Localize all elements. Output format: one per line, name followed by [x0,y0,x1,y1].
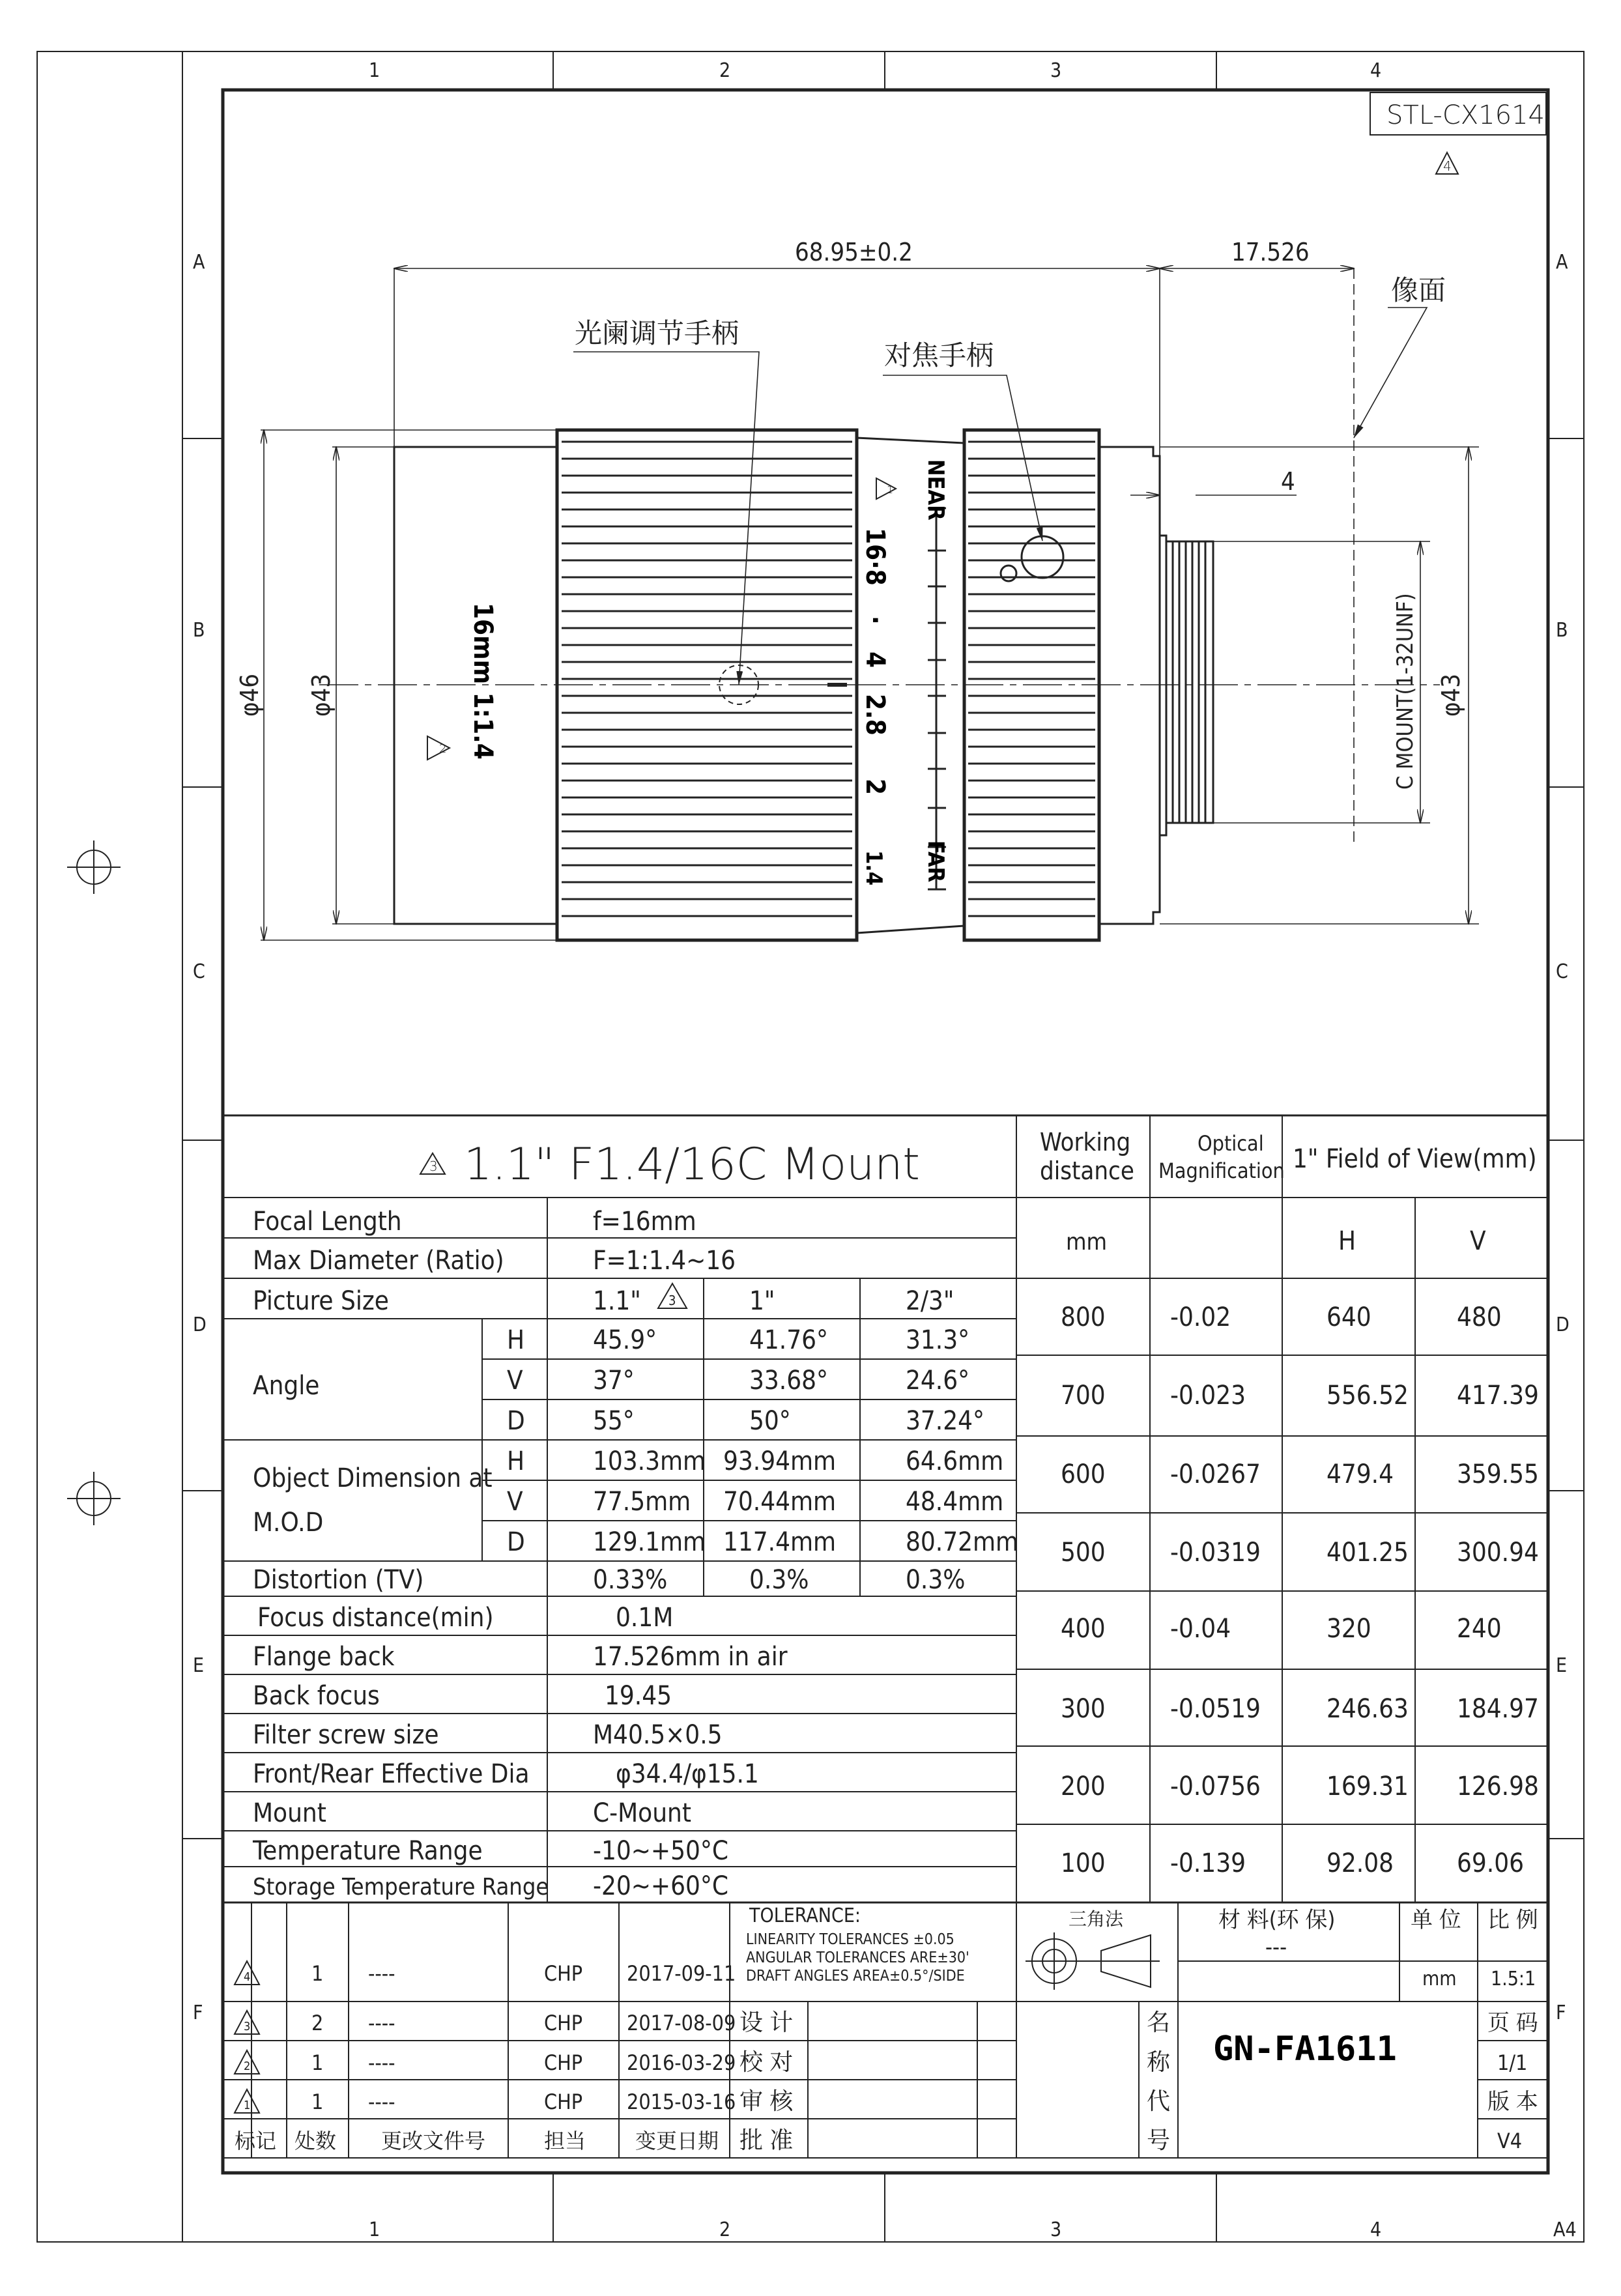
rev-qty: 1 [311,1961,324,1986]
fov-cell-v: 184.97 [1457,1694,1539,1724]
spec-value: φ34.4/φ15.1 [616,1759,759,1789]
spec-label: Max Diameter (Ratio) [253,1246,504,1276]
rev-mark: 3 [244,2020,251,2033]
near-label: NEAR [923,459,949,521]
col-label: 2 [719,59,731,82]
spec-key: H [507,1446,525,1476]
spec-value: 0.1M [616,1603,674,1633]
rev-who: CHP [544,2011,583,2035]
fov-cell-wd: 400 [1061,1614,1106,1644]
fov-header-mag: Magnification [1158,1158,1285,1183]
dimension-lines [261,268,1479,940]
col-label: 2 [719,2218,731,2241]
fov-cell-h: 246.63 [1327,1694,1409,1724]
version-label: 版 本 [1487,2089,1538,2115]
spec-value: f=16mm [593,1207,696,1237]
fov-cell-v: 359.55 [1457,1459,1539,1489]
row-label: E [1556,1654,1568,1677]
review-label: 审 核 [739,2088,794,2115]
lens-model-marking: 16mm 1:1.4 [468,603,498,760]
spec-value: 129.1mm [593,1527,706,1557]
footer-who: 担当 [544,2129,586,2153]
fov-table [1040,1128,1537,1256]
spec-value: 31.3° [906,1325,970,1355]
focus-handle-label: 对焦手柄 [884,339,994,371]
check-label: 校 对 [739,2049,794,2076]
rev-date: 2016-03-29 [627,2050,736,2075]
fov-cell-mag: -0.023 [1170,1381,1246,1411]
spec-value: 45.9° [593,1325,657,1355]
spec-value: 0.3% [749,1565,809,1595]
c-mount-label: C MOUNT(1-32UNF) [1392,593,1418,790]
fov-unit: mm [1066,1229,1108,1256]
aperture-scale: 4 [860,652,890,668]
col-label: 4 [1370,59,1382,82]
col-label: 1 [369,59,380,82]
dim-back-focus: 17.526 [1231,238,1310,266]
tolerance-title: TOLERANCE: [749,1904,861,1927]
fov-header-mag: Optical [1198,1131,1264,1156]
row-label: F [193,2002,203,2024]
spec-label: Flange back [253,1642,395,1672]
aperture-scale: · [860,616,890,625]
row-label: D [193,1313,207,1336]
lens-ring-ribs [562,442,1095,916]
spec-label: Focus distance(min) [257,1603,494,1633]
scale-value: 1.5:1 [1491,1968,1536,1990]
footer-qty: 处数 [294,2129,337,2153]
spec-value: 33.68° [749,1366,828,1396]
name-label: 称 [1147,2049,1171,2076]
code-label: 代 [1147,2088,1171,2115]
fov-cell-mag: -0.0319 [1170,1538,1261,1568]
fov-cell-wd: 300 [1061,1694,1106,1724]
dim-diameter-43-front: φ43 [307,673,336,717]
part-name: GN-FA1611 [1213,2030,1397,2069]
footer-mark: 标记 [235,2129,277,2153]
fov-cell-h: 92.08 [1327,1848,1394,1878]
spec-title-rev: 3 [429,1158,438,1174]
spec-value: 41.76° [749,1325,828,1355]
spec-value: C-Mount [593,1798,691,1828]
fov-cell-h: 556.52 [1327,1381,1409,1411]
centering-marks [67,840,121,1525]
far-label: FAR [923,840,949,883]
spec-value: 117.4mm [723,1527,837,1557]
row-label: B [193,619,205,642]
fov-cell-h: 640 [1327,1302,1371,1332]
page-label: 页 码 [1487,2010,1538,2036]
rev-qty: 1 [311,2089,324,2114]
spec-table [252,1207,1018,1901]
spec-label: Filter screw size [253,1720,439,1750]
spec-value: 1" [749,1286,775,1316]
unit-label: 单 位 [1411,1907,1461,1933]
row-label: D [1556,1313,1570,1336]
fov-cell-mag: -0.04 [1170,1614,1231,1644]
fov-cell-mag: -0.02 [1170,1302,1231,1332]
rev-date: 2015-03-16 [627,2089,736,2114]
fov-cell-wd: 100 [1061,1848,1106,1878]
rev-who: CHP [544,1961,583,1986]
row-label: A [193,251,205,274]
revision-rows [235,1961,736,2114]
spec-value: 64.6mm [906,1446,1004,1476]
spec-value: 80.72mm [906,1527,1019,1557]
spec-value: 48.4mm [906,1487,1004,1517]
fov-cell-v: 480 [1457,1302,1502,1332]
spec-value: F=1:1.4~16 [593,1246,736,1276]
version-value: V4 [1497,2129,1522,2153]
spec-value: 55° [593,1406,635,1436]
tolerance-line: ANGULAR TOLERANCES ARE±30' [746,1949,969,1966]
spec-key: D [507,1406,525,1436]
spec-value: 77.5mm [593,1487,691,1517]
fov-header-wd: distance [1040,1156,1134,1185]
spec-label: Mount [253,1798,326,1828]
fov-cell-wd: 600 [1061,1459,1106,1489]
spec-label: Picture Size [253,1286,389,1316]
spec-value: -10~+50°C [593,1836,728,1866]
spec-value: 24.6° [906,1366,970,1396]
spec-title-text: 1.1" F1.4/16C Mount [464,1139,920,1190]
title-block [235,1904,1538,2154]
spec-label: M.O.D [253,1508,324,1538]
material-value: --- [1265,1934,1287,1960]
third-angle-projection-icon [1026,1932,1160,1990]
spec-key: V [507,1366,523,1396]
rev-mark: 2 [244,2059,251,2073]
design-label: 设 计 [739,2009,794,2036]
rev-qty: 1 [311,2050,324,2075]
spec-value: 17.526mm in air [593,1642,788,1672]
spec-label: Object Dimension at [253,1463,493,1493]
focus-rev: 1 [887,483,894,496]
footer-doc: 更改文件号 [381,2129,486,2153]
rev-qty: 2 [311,2011,324,2035]
col-label: 3 [1050,2218,1062,2241]
spec-value: 1.1" [593,1286,641,1316]
lens-marking-rev: 2 [439,742,447,756]
fov-cell-h: 169.31 [1327,1772,1409,1801]
fov-col-v: V [1470,1226,1486,1256]
fov-cell-v: 69.06 [1457,1848,1524,1878]
spec-value: 0.3% [906,1565,966,1595]
row-label: B [1556,619,1568,642]
spec-value: M40.5×0.5 [593,1720,723,1750]
spec-label: Focal Length [253,1207,402,1237]
row-label: C [1556,960,1568,983]
spec-value: 19.45 [605,1681,672,1711]
rev-mark: 1 [244,2099,251,2112]
fov-cell-wd: 200 [1061,1772,1106,1801]
unit-value: mm [1422,1968,1457,1990]
dimension-texts [235,238,1465,790]
row-label: A [1556,251,1568,274]
spec-value: 93.94mm [723,1446,837,1476]
dim-overall-length: 68.95±0.2 [795,238,913,266]
lens-markings [427,459,949,885]
spec-key: D [507,1527,525,1557]
row-label: E [193,1654,205,1677]
aperture-scale: 2 [860,779,890,796]
spec-label: Temperature Range [253,1836,483,1866]
spec-value: 0.33% [593,1565,668,1595]
dim-diameter-43-rear: φ43 [1437,673,1465,717]
spec-label: Distortion (TV) [253,1565,424,1595]
approve-label: 批 准 [739,2127,794,2154]
rev-who: CHP [544,2050,583,2075]
rev-who: CHP [544,2089,583,2114]
dim-4: 4 [1281,467,1295,496]
fov-cell-wd: 800 [1061,1302,1106,1332]
spec-label: Storage Temperature Range [253,1874,549,1901]
fov-cell-v: 417.39 [1457,1381,1539,1411]
rev-doc: ---- [368,1961,395,1986]
col-label: 3 [1050,59,1062,82]
projection-label: 三角法 [1069,1908,1124,1930]
row-label: F [1556,2002,1566,2024]
row-label: C [193,960,205,983]
fov-cell-mag: -0.0519 [1170,1694,1261,1724]
iris-handle-label: 光阑调节手柄 [575,317,739,349]
rev-doc: ---- [368,2089,395,2114]
scale-label: 比 例 [1487,1907,1538,1933]
fov-cell-v: 300.94 [1457,1538,1539,1568]
col-label: 1 [369,2218,380,2241]
material-label: 材 料(环 保) [1218,1907,1336,1933]
spec-key: H [507,1325,525,1355]
name-label: 名 [1147,2009,1171,2036]
spec-value: 2/3" [906,1286,954,1316]
drawing-code: STL-CX1614 [1386,100,1545,130]
aperture-scale: 1.4 [861,850,887,886]
col-label: 4 [1370,2218,1382,2241]
fov-col-h: H [1338,1226,1356,1256]
fov-cell-v: 240 [1457,1614,1502,1644]
rev-date: 2017-08-09 [627,2011,736,2035]
spec-label: Back focus [253,1681,380,1711]
fov-cell-wd: 500 [1061,1538,1106,1568]
spec-value: 103.3mm [593,1446,706,1476]
rev-mark: 4 [244,1970,251,1984]
fov-cell-mag: -0.0756 [1170,1772,1261,1801]
fov-header-wd: Working [1040,1128,1131,1156]
spec-label: Angle [253,1371,320,1401]
spec-value: 37° [593,1366,635,1396]
rev-doc: ---- [368,2011,395,2035]
spec-key: V [507,1487,523,1517]
tolerance-line: LINEARITY TOLERANCES ±0.05 [746,1931,954,1948]
picture-size-rev: 3 [668,1293,676,1308]
fov-cell-mag: -0.139 [1170,1848,1246,1878]
image-plane-label: 像面 [1391,274,1446,306]
fov-header-fov: 1" Field of View(mm) [1293,1144,1537,1174]
spec-value: 50° [749,1406,791,1436]
fov-cell-h: 479.4 [1327,1459,1394,1489]
fov-cell-wd: 700 [1061,1381,1106,1411]
spec-value: 37.24° [906,1406,984,1436]
drawing-code-box [1370,93,1546,174]
spec-value: 70.44mm [723,1487,837,1517]
code-label: 号 [1147,2127,1171,2154]
spec-label: Front/Rear Effective Dia [253,1759,530,1789]
revision-number: 4 [1443,158,1452,174]
rev-doc: ---- [368,2050,395,2075]
spec-value: -20~+60°C [593,1871,728,1901]
fov-cell-h: 401.25 [1327,1538,1409,1568]
aperture-scale: 16·8 [860,528,890,586]
fov-cell-mag: -0.0267 [1170,1459,1261,1489]
page-value: 1/1 [1497,2050,1528,2075]
paper-size-label: A4 [1553,2218,1577,2241]
fov-cell-h: 320 [1327,1614,1371,1644]
tolerance-line: DRAFT ANGLES AREA±0.5°/SIDE [746,1968,965,1985]
fov-cell-v: 126.98 [1457,1772,1539,1801]
dim-diameter-46: φ46 [235,673,264,717]
rev-date: 2017-09-11 [627,1961,736,1986]
spec-title [420,1139,920,1190]
aperture-scale: 2.8 [860,694,890,736]
footer-date: 变更日期 [635,2129,719,2153]
